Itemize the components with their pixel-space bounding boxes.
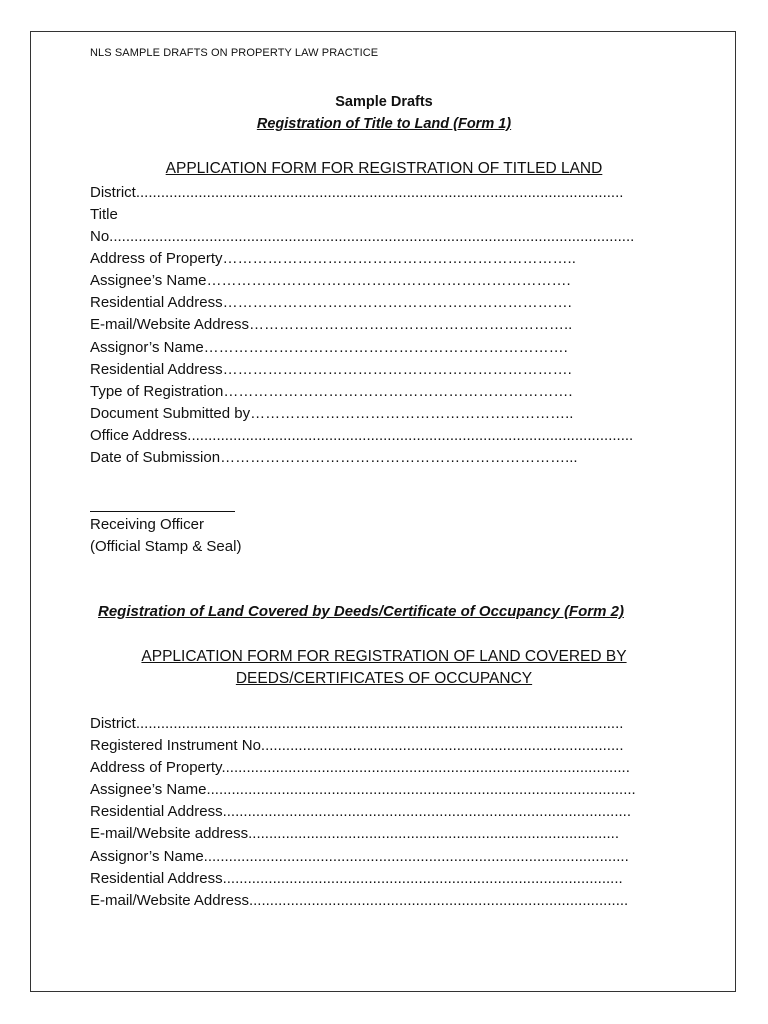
form1-field-title-no: No.............................................................................................................................. xyxy=(90,228,635,245)
form2-field-address-of-property: Address of Property.................................................................................................. xyxy=(90,759,630,776)
form1-field-date-of-submission: Date of Submission……………………………………………………………... xyxy=(90,449,578,466)
form1-subtitle: Registration of Title to Land (Form 1) xyxy=(256,116,512,132)
form2-heading-line2: DEEDS/CERTIFICATES OF OCCUPANCY xyxy=(235,670,533,687)
form1-field-type-of-registration: Type of Registration……………………………………………………………. xyxy=(90,383,573,400)
form1-heading: APPLICATION FORM FOR REGISTRATION OF TITLED LAND xyxy=(165,160,603,177)
form1-field-email-website: E-mail/Website Address……………………………………………………….. xyxy=(90,316,573,333)
header-note: NLS SAMPLE DRAFTS ON PROPERTY LAW PRACTICE xyxy=(90,47,379,59)
signature-line xyxy=(90,511,235,512)
receiving-officer-label: Receiving Officer xyxy=(90,516,204,533)
form1-field-assignor-name: Assignor’s Name………………………………………………………………. xyxy=(90,339,568,356)
form1-field-office-address: Office Address........................................................................................................... xyxy=(90,427,634,444)
stamp-seal-label: (Official Stamp & Seal) xyxy=(90,538,242,555)
form2-heading-line1: APPLICATION FORM FOR REGISTRATION OF LAND COVERED BY xyxy=(141,648,627,665)
form1-field-district: District..................................................................................................................... xyxy=(90,184,624,201)
form2-field-assignor-residential-address: Residential Address................................................................................................ xyxy=(90,870,623,887)
form2-field-assignor-name: Assignor’s Name...................................................................................................... xyxy=(90,848,629,865)
form1-field-assignee-residential-address: Residential Address……………………………………………………………. xyxy=(90,294,572,311)
form2-title: Registration of Land Covered by Deeds/Certificate of Occupancy (Form 2) xyxy=(98,603,624,620)
form2-field-district: District..................................................................................................................... xyxy=(90,715,624,732)
form2-field-assignee-name: Assignee’s Name....................................................................................................... xyxy=(90,781,636,798)
form1-field-document-submitted-by: Document Submitted by……………………………………………………….. xyxy=(90,405,574,422)
document-title: Sample Drafts xyxy=(335,94,433,110)
form1-field-assignor-residential-address: Residential Address……………………………………………………………. xyxy=(90,361,572,378)
form1-field-assignee-name: Assignee’s Name………………………………………………………………. xyxy=(90,272,571,289)
form2-field-registered-instrument-no: Registered Instrument No....................................................................................... xyxy=(90,737,624,754)
form1-field-title: Title xyxy=(90,206,118,223)
form2-field-assignee-residential-address: Residential Address.................................................................................................. xyxy=(90,803,631,820)
form1-field-address-of-property: Address of Property…………………………………………………………….. xyxy=(90,250,576,267)
form2-field-email-website: E-mail/Website address......................................................................................... xyxy=(90,825,620,842)
form2-field-email-website-2: E-mail/Website Address........................................................................................... xyxy=(90,892,629,909)
